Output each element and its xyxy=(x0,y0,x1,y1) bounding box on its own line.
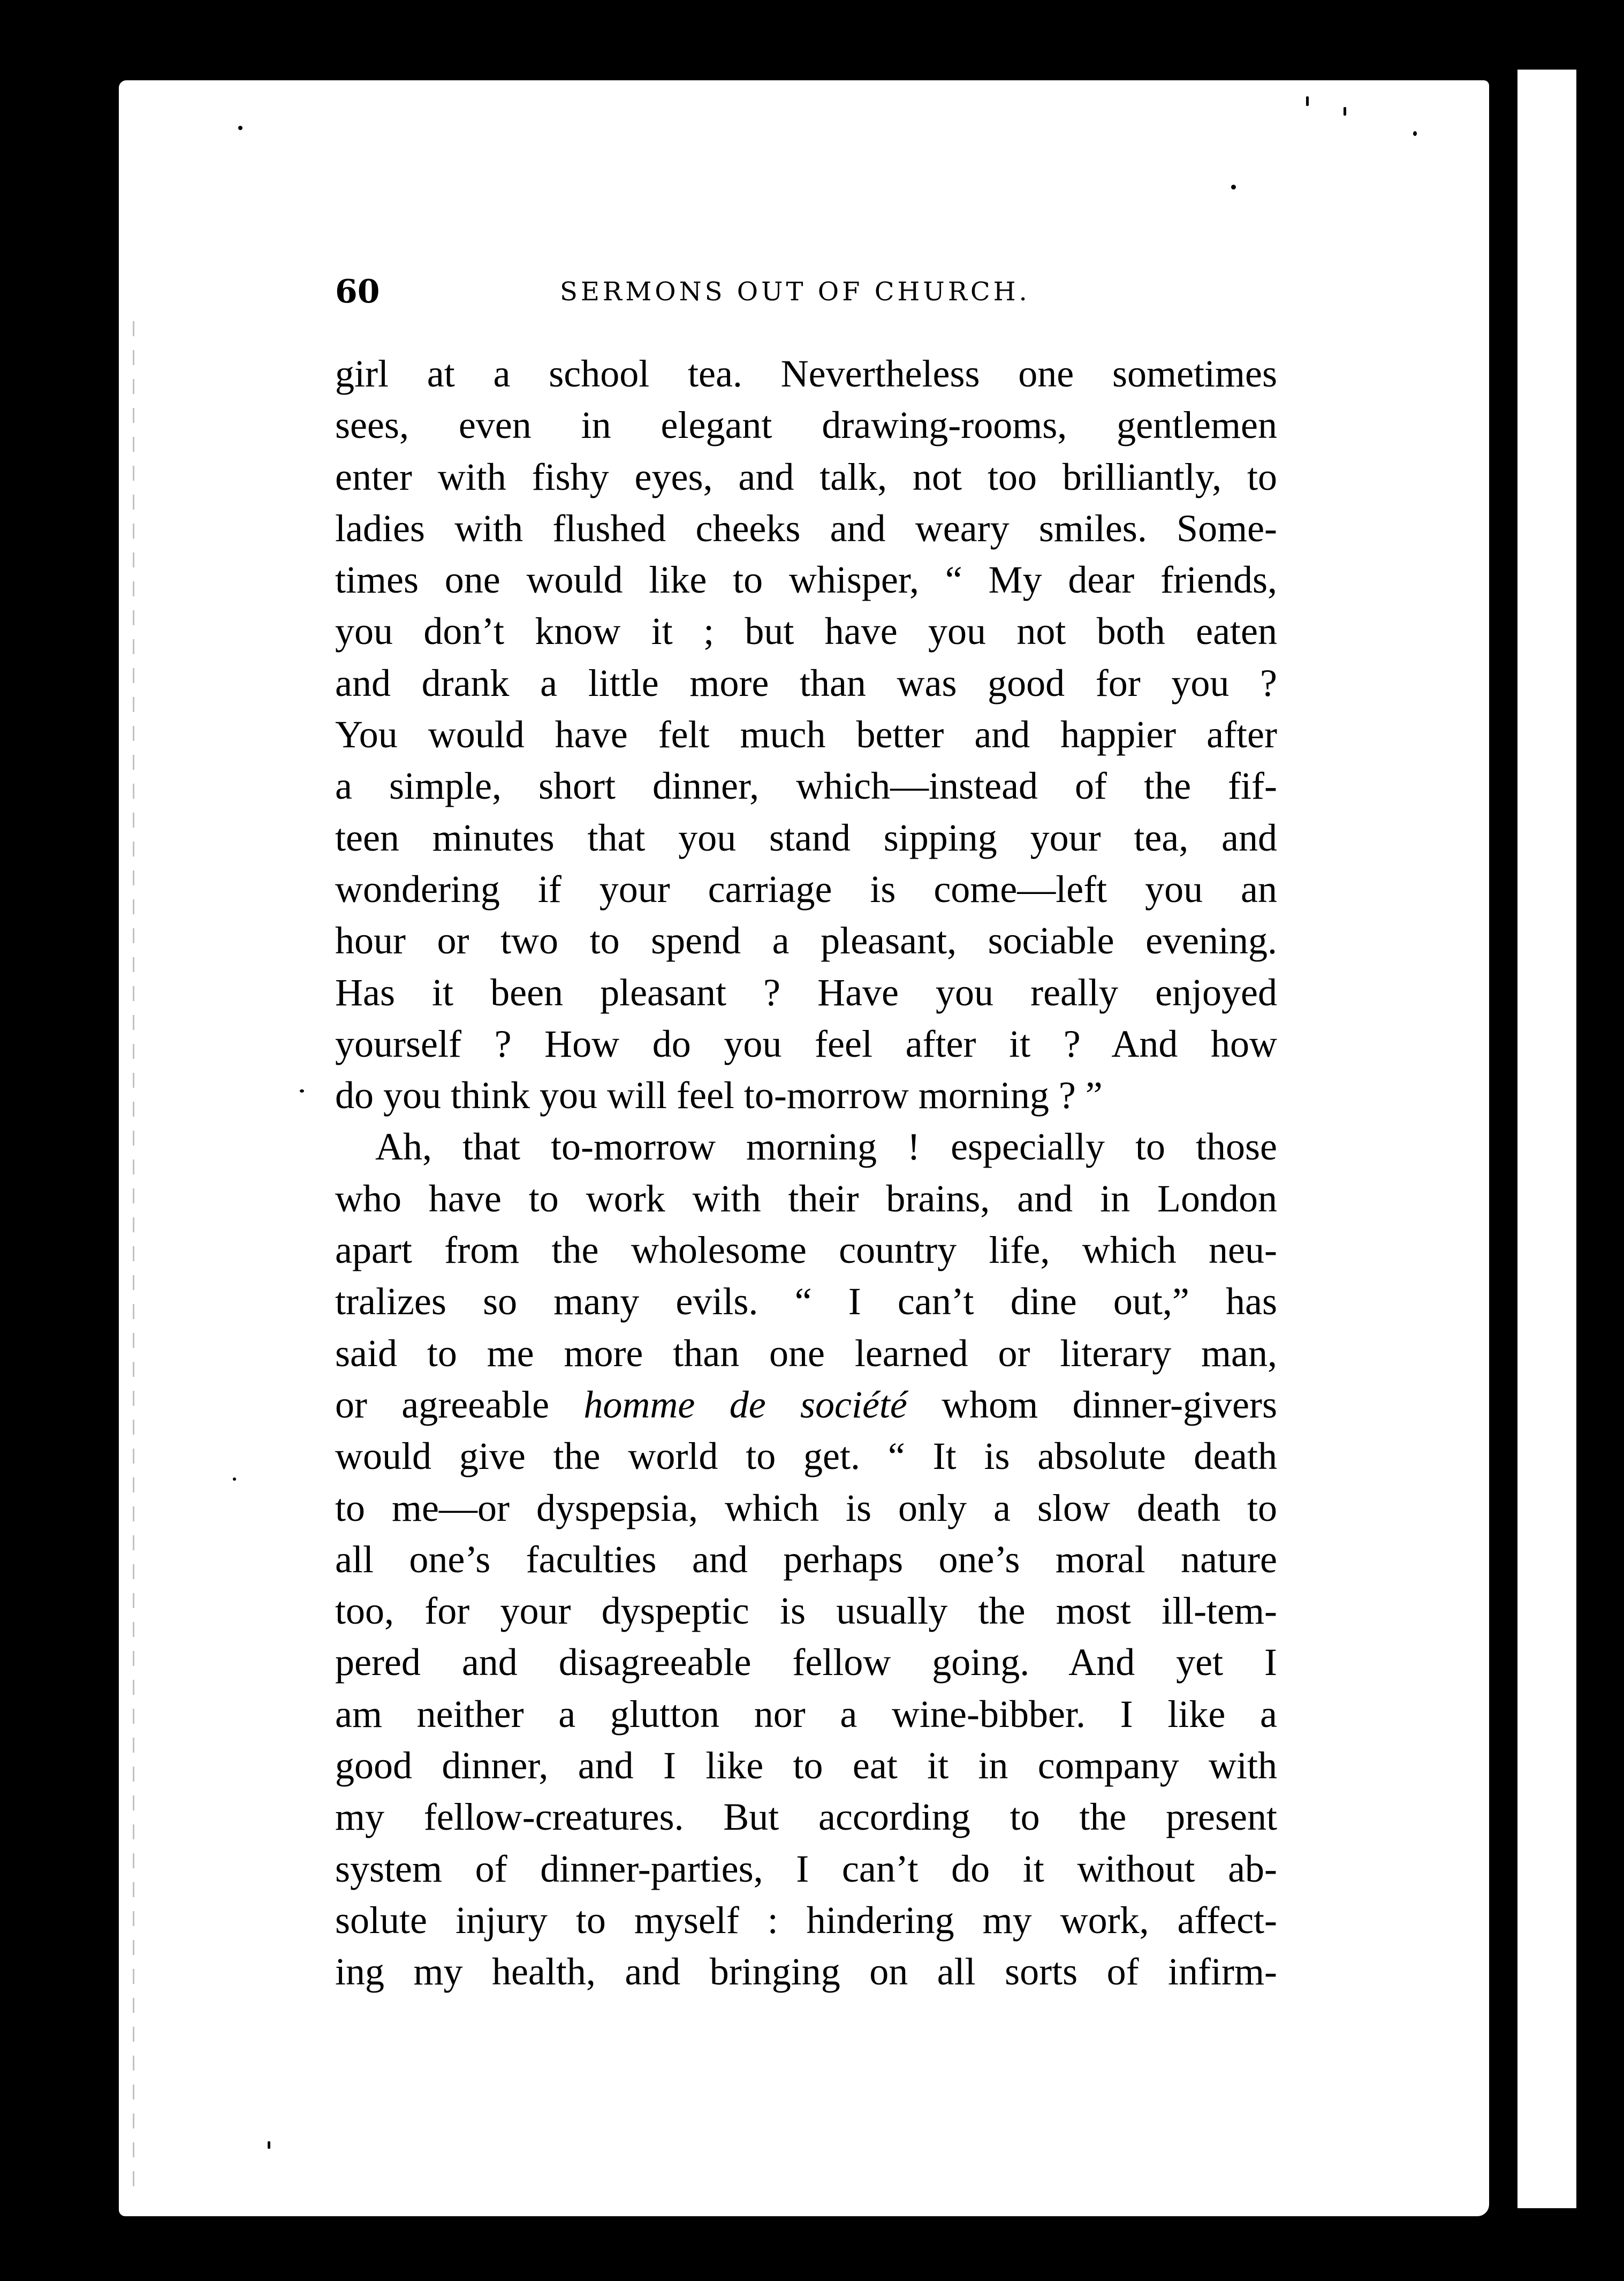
text-line: said to me more than one learned or literary man, xyxy=(335,1331,1277,1375)
text-line: you don’t know it ; but have you not both eaten xyxy=(335,610,1277,653)
text-line: tralizes so many evils. “ I can’t dine out,” has xyxy=(335,1280,1277,1323)
next-page-edge xyxy=(1517,70,1576,2208)
running-head-title: SERMONS OUT OF CHURCH. xyxy=(560,277,1030,307)
text-line: and drank a little more than was good for you ? xyxy=(335,661,1277,704)
body-text xyxy=(335,348,1277,1998)
text-line: ing my health, and bringing on all sorts of infirm- xyxy=(335,1950,1277,1994)
text-line: hour or two to spend a pleasant, sociable evening. xyxy=(335,919,1277,963)
text-line: my fellow-creatures. But according to the present xyxy=(335,1795,1277,1839)
page-gutter-shadow xyxy=(133,321,134,2195)
text-line: do you think you will feel to-morrow morning ? ” xyxy=(335,1074,1103,1117)
text-line: Has it been pleasant ? Have you really enjoyed xyxy=(335,971,1277,1014)
text-line: You would have felt much better and happier after xyxy=(335,713,1277,756)
text-line: system of dinner-parties, I can’t do it without ab- xyxy=(335,1847,1277,1890)
text-line: ladies with flushed cheeks and weary smiles. Some- xyxy=(335,506,1277,550)
text-line: pered and disagreeable fellow going. And yet I xyxy=(335,1641,1277,1684)
text-line: to me—or dyspepsia, which is only a slow death to xyxy=(335,1486,1277,1529)
text-line: who have to work with their brains, and in London xyxy=(335,1177,1277,1220)
text-line: yourself ? How do you feel after it ? And how xyxy=(335,1022,1277,1065)
text-line-with-italic xyxy=(335,1379,1277,1430)
text-line: Ah, that to-morrow morning ! especially to those xyxy=(375,1125,1277,1169)
scan-speck xyxy=(238,126,242,130)
text-line: enter with fishy eyes, and talk, not too brilliantly, to xyxy=(335,455,1277,498)
text-line: am neither a glutton nor a wine-bibber. I like a xyxy=(335,1692,1277,1736)
text-line: solute injury to myself : hindering my work, affect- xyxy=(335,1898,1277,1942)
scan-speck xyxy=(233,1477,236,1481)
italic-phrase: homme de société xyxy=(583,1383,907,1426)
text-segment: or agreeable xyxy=(335,1383,550,1426)
text-line: good dinner, and I like to eat it in company with xyxy=(335,1744,1277,1787)
text-line: teen minutes that you stand sipping your tea, and xyxy=(335,816,1277,859)
scan-speck xyxy=(1306,96,1309,106)
text-line: wondering if your carriage is come—left you an xyxy=(335,867,1277,911)
scan-speck xyxy=(268,2141,270,2149)
page-number: 60 xyxy=(335,273,380,310)
text-line: would give the world to get. “ It is absolute death xyxy=(335,1435,1277,1478)
text-line: sees, even in elegant drawing-rooms, gentlemen xyxy=(335,404,1277,447)
text-segment: whom dinner-givers xyxy=(942,1383,1278,1426)
scan-speck xyxy=(1413,131,1417,136)
text-line: all one’s faculties and perhaps one’s moral nature xyxy=(335,1537,1277,1581)
text-line: apart from the wholesome country life, which neu- xyxy=(335,1229,1277,1272)
scan-speck xyxy=(300,1089,304,1093)
text-line: girl at a school tea. Nevertheless one sometimes xyxy=(335,352,1277,395)
scan-speck xyxy=(1344,107,1346,116)
text-line: a simple, short dinner, which—instead of the fif- xyxy=(335,764,1277,808)
scan-speck xyxy=(1231,185,1236,190)
running-head xyxy=(335,268,1277,316)
text-line: times one would like to whisper, “ My dear friends, xyxy=(335,558,1277,602)
text-line: too, for your dyspeptic is usually the most ill-tem- xyxy=(335,1589,1277,1633)
